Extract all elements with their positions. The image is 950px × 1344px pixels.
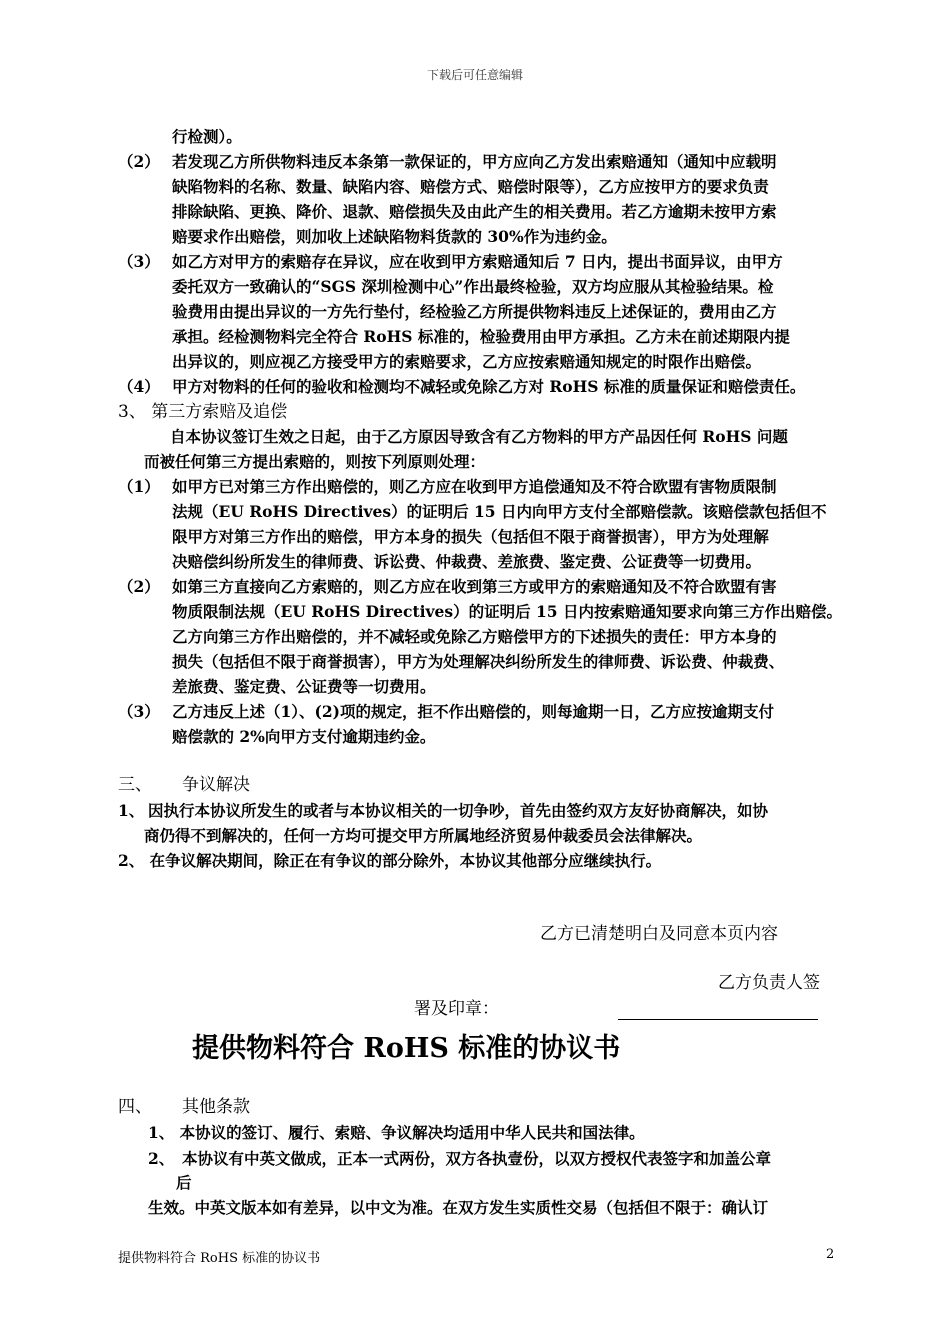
text-line: 差旅费、鉴定费、公证费等一切费用。	[172, 677, 436, 696]
text-line: 后	[176, 1173, 192, 1192]
text-line: 法规（EU RoHS Directives）的证明后 15 日内向甲方支付全部赔偿款。该赔偿款包括但不	[172, 502, 827, 521]
text-line: 验费用由提出异议的一方先行垫付，经检验乙方所提供物料违反上述保证的，费用由乙方	[172, 302, 777, 321]
page-number: 2	[826, 1247, 835, 1262]
text-line: 排除缺陷、更换、降价、退款、赔偿损失及由此产生的相关费用。若乙方逾期未按甲方索	[172, 202, 777, 221]
page-header: 下载后可任意编辑	[426, 68, 523, 82]
text-line: 物质限制法规（EU RoHS Directives）的证明后 15 日内按索赔通知要求向第三方作出赔偿。	[172, 602, 842, 621]
text-line: 乙方违反上述（1）、(2)项的规定，拒不作出赔偿的，则每逾期一日，乙方应按逾期支付	[172, 702, 774, 721]
text-line: 承担。经检测物料完全符合 RoHS 标准的，检验费用由甲方承担。乙方未在前述期限内提	[172, 327, 790, 346]
text-line: 如第三方直接向乙方索赔的，则乙方应在收到第三方或甲方的索赔通知及不符合欧盟有害	[172, 577, 777, 596]
text-line: 若发现乙方所供物料违反本条第一款保证的，甲方应向乙方发出索赔通知（通知中应载明	[172, 152, 777, 171]
text-line: 2、 在争议解决期间，除正在有争议的部分除外，本协议其他部分应继续执行。	[118, 851, 662, 870]
item-number: （2）	[118, 152, 160, 171]
document-title: 提供物料符合 RoHS 标准的协议书	[192, 1033, 621, 1064]
text-line: 如甲方已对第三方作出赔偿的，则乙方应在收到甲方追偿通知及不符合欧盟有害物质限制	[172, 477, 777, 496]
section-heading: 3、 第三方索赔及追偿	[118, 402, 288, 422]
item-number: （3）	[118, 702, 160, 721]
item-number: 2、	[148, 1149, 175, 1168]
section-heading: 争议解决	[182, 775, 250, 795]
text-line: 如乙方对甲方的索赔存在异议，应在收到甲方索赔通知后 7 日内，提出书面异议，由甲方	[172, 252, 783, 271]
text-line: 赔要求作出赔偿，则加收上述缺陷物料货款的 30%作为违约金。	[172, 227, 617, 246]
section-heading: 其他条款	[182, 1097, 250, 1117]
item-number: （1）	[118, 477, 160, 496]
signature-label: 署及印章：	[414, 999, 499, 1019]
text-line: 商仍得不到解决的，任何一方均可提交甲方所属地经济贸易仲裁委员会法律解决。	[144, 826, 703, 845]
text-line: 行检测）。	[172, 127, 242, 146]
section-number: 三、	[118, 775, 152, 795]
text-line: 而被任何第三方提出索赔的，则按下列原则处理：	[144, 452, 486, 471]
signature-label: 乙方负责人签	[718, 973, 820, 993]
item-number: （4）	[118, 377, 160, 396]
text-line: 损失（包括但不限于商誉损害），甲方为处理解决纠纷所发生的律师费、诉讼费、仲裁费、	[172, 652, 785, 671]
text-line: 缺陷物料的名称、数量、缺陷内容、赔偿方式、赔偿时限等），乙方应按甲方的要求负责	[172, 177, 769, 196]
footer-title: 提供物料符合 RoHS 标准的协议书	[118, 1251, 321, 1266]
signature-line	[618, 1019, 818, 1020]
item-number: 1、	[118, 801, 145, 820]
text-line: 决赔偿纠纷所发生的律师费、诉讼费、仲裁费、差旅费、鉴定费、公证费等一切费用。	[172, 552, 762, 571]
text-line: 委托双方一致确认的“SGS 深圳检测中心”作出最终检验，双方均应服从其检验结果。检	[172, 277, 774, 296]
text-line: 赔偿款的 2%向甲方支付逾期违约金。	[172, 727, 436, 746]
text-line: 限甲方对第三方作出的赔偿，甲方本身的损失（包括但不限于商誉损害），甲方为处理解	[172, 527, 769, 546]
text-line: 1、 本协议的签订、履行、索赔、争议解决均适用中华人民共和国法律。	[148, 1123, 645, 1142]
text-line: 本协议有中英文做成，正本一式两份，双方各执壹份，以双方授权代表签字和加盖公章	[182, 1149, 772, 1168]
item-number: （3）	[118, 252, 160, 271]
consent-statement: 乙方已清楚明白及同意本页内容	[540, 924, 778, 944]
text-line: 生效。中英文版本如有差异，以中文为准。在双方发生实质性交易（包括但不限于：确认订	[148, 1198, 769, 1217]
text-line: 因执行本协议所发生的或者与本协议相关的一切争吵，首先由签约双方友好协商解决，如协	[148, 801, 769, 820]
item-number: （2）	[118, 577, 160, 596]
text-line: 甲方对物料的任何的验收和检测均不减轻或免除乙方对 RoHS 标准的质量保证和赔偿责任。	[172, 377, 806, 396]
text-line: 乙方向第三方作出赔偿的，并不减轻或免除乙方赔偿甲方的下述损失的责任：甲方本身的	[172, 627, 777, 646]
text-line: 自本协议签订生效之日起，由于乙方原因导致含有乙方物料的甲方产品因任何 RoHS 问题	[170, 427, 788, 446]
section-number: 四、	[118, 1097, 152, 1117]
text-line: 出异议的，则应视乙方接受甲方的索赔要求，乙方应按索赔通知规定的时限作出赔偿。	[172, 352, 762, 371]
